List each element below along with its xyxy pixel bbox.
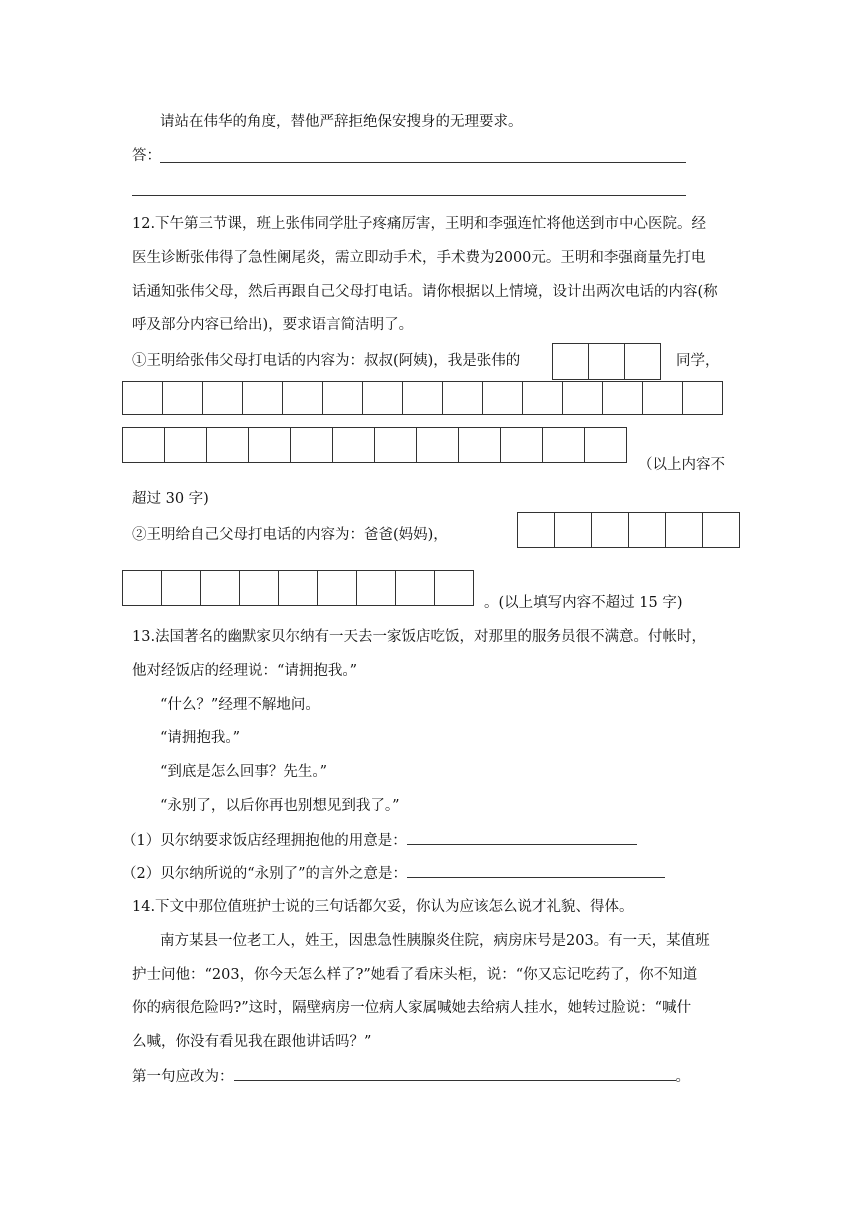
q13-sub-1	[122, 830, 637, 851]
answer-box[interactable]	[402, 381, 443, 415]
answer-box[interactable]	[542, 427, 585, 463]
q14-answer-line[interactable]	[234, 1066, 676, 1081]
answer-box[interactable]	[248, 427, 291, 463]
answer-box[interactable]	[374, 427, 417, 463]
q12-para-line-4: 呼及部分内容已给出)，要求语言简洁明了。	[132, 317, 414, 333]
answer-box[interactable]	[702, 512, 740, 548]
q13-dialog-4: “永别了，以后你再也别想见到我了。”	[160, 798, 400, 814]
q12-call2-prefix: ②王明给自己父母打电话的内容为：爸爸(妈妈)，	[132, 527, 448, 543]
q12-call2-row1-boxes	[517, 512, 740, 548]
q14-answer-end: 。	[675, 1069, 690, 1085]
answer-box[interactable]	[161, 570, 201, 606]
answer-box[interactable]	[122, 570, 162, 606]
answer-box[interactable]	[206, 427, 249, 463]
q12-call1-note-a: （以上内容不	[638, 457, 725, 473]
answer-box[interactable]	[122, 427, 165, 463]
q11-answer-line-1[interactable]	[160, 162, 686, 163]
answer-box[interactable]	[554, 512, 592, 548]
answer-box[interactable]	[552, 343, 589, 380]
answer-box[interactable]	[290, 427, 333, 463]
q13-sub-1-answer-line[interactable]	[407, 830, 637, 845]
q14-answer-label: 第一句应改为：	[132, 1069, 234, 1085]
q13-sub-2-answer-line[interactable]	[407, 863, 665, 878]
q13-dialog-2: “请拥抱我。”	[160, 730, 241, 746]
q13-dialog-1: “什么？”经理不解地问。	[160, 697, 320, 713]
answer-box[interactable]	[591, 512, 629, 548]
answer-box[interactable]	[522, 381, 563, 415]
answer-box[interactable]	[588, 343, 625, 380]
answer-box[interactable]	[642, 381, 683, 415]
q11-answer-line-2[interactable]	[132, 195, 686, 196]
answer-box[interactable]	[624, 343, 661, 380]
answer-box[interactable]	[500, 427, 543, 463]
q14-para-3: 你的病很危险吗?”这时，隔壁病房一位病人家属喊她去给病人挂水，她转过脸说：“喊什	[132, 1000, 692, 1016]
answer-box[interactable]	[332, 427, 375, 463]
q14-answer	[132, 1066, 690, 1087]
q12-call1-row2-boxes	[122, 427, 627, 463]
answer-box[interactable]	[584, 427, 627, 463]
q14-para-2: 护士问他：“203，你今天怎么样了?”她看了看床头柜，说：“你又忘记吃药了，你不知道	[132, 967, 698, 983]
answer-box[interactable]	[665, 512, 703, 548]
answer-box[interactable]	[242, 381, 283, 415]
q11-instruction: 请站在伟华的角度，替他严辞拒绝保安搜身的无理要求。	[160, 114, 523, 130]
answer-box[interactable]	[416, 427, 459, 463]
answer-box[interactable]	[278, 570, 318, 606]
q11-answer-label: 答：	[132, 148, 161, 164]
answer-box[interactable]	[682, 381, 723, 415]
q12-call1-prefix: ①王明给张伟父母打电话的内容为：叔叔(阿姨)，我是张伟的	[132, 353, 521, 369]
answer-box[interactable]	[356, 570, 396, 606]
answer-box[interactable]	[482, 381, 523, 415]
answer-box[interactable]	[202, 381, 243, 415]
answer-box[interactable]	[434, 570, 474, 606]
answer-box[interactable]	[322, 381, 363, 415]
q12-para-line-3: 话通知张伟父母，然后再跟自己父母打电话。请你根据以上情境，设计出两次电话的内容(称	[132, 284, 718, 300]
q13-sub-2-label: （2）贝尔纳所说的“永别了”的言外之意是：	[122, 866, 408, 882]
answer-box[interactable]	[628, 512, 666, 548]
answer-box[interactable]	[317, 570, 357, 606]
q12-call1-relation-boxes	[552, 343, 661, 380]
answer-box[interactable]	[517, 512, 555, 548]
answer-box[interactable]	[362, 381, 403, 415]
q14-line-1: 14.下文中那位值班护士说的三句话都欠妥，你认为应该怎么说才礼貌、得体。	[132, 899, 634, 915]
answer-box[interactable]	[200, 570, 240, 606]
q13-sub-2	[122, 863, 665, 884]
answer-box[interactable]	[239, 570, 279, 606]
q12-para-line-2: 医生诊断张伟得了急性阑尾炎，需立即动手术，手术费为2000元。王明和李强商量先打电	[132, 250, 706, 266]
answer-box[interactable]	[442, 381, 483, 415]
q13-sub-1-label: （1）贝尔纳要求饭店经理拥抱他的用意是：	[122, 833, 407, 849]
q12-call1-row1-boxes	[122, 381, 723, 415]
q13-line-1: 13.法国著名的幽默家贝尔纳有一天去一家饭店吃饭，对那里的服务员很不满意。付帐时，	[132, 629, 707, 645]
q12-call1-note-b: 超过 30 字)	[132, 491, 209, 507]
answer-box[interactable]	[282, 381, 323, 415]
answer-box[interactable]	[458, 427, 501, 463]
q12-para-line-1: 12.下午第三节课，班上张伟同学肚子疼痛厉害，王明和李强连忙将他送到市中心医院。经	[132, 216, 707, 232]
q12-call1-suffix: 同学，	[676, 353, 720, 369]
q12-call2-row2-boxes	[122, 570, 474, 606]
answer-box[interactable]	[122, 381, 163, 415]
answer-box[interactable]	[562, 381, 603, 415]
answer-box[interactable]	[164, 427, 207, 463]
q14-para-4: 么喊，你没有看见我在跟他讲话吗？”	[132, 1034, 372, 1050]
answer-box[interactable]	[602, 381, 643, 415]
q12-call2-note: 。(以上填写内容不超过 15 字)	[484, 595, 683, 611]
q13-line-2: 他对经饭店的经理说：“请拥抱我。”	[132, 663, 358, 679]
answer-box[interactable]	[395, 570, 435, 606]
q14-para-1: 南方某县一位老工人，姓王，因患急性胰腺炎住院，病房床号是203。有一天，某值班	[160, 933, 710, 949]
q13-dialog-3: “到底是怎么回事？先生。”	[160, 764, 328, 780]
answer-box[interactable]	[162, 381, 203, 415]
